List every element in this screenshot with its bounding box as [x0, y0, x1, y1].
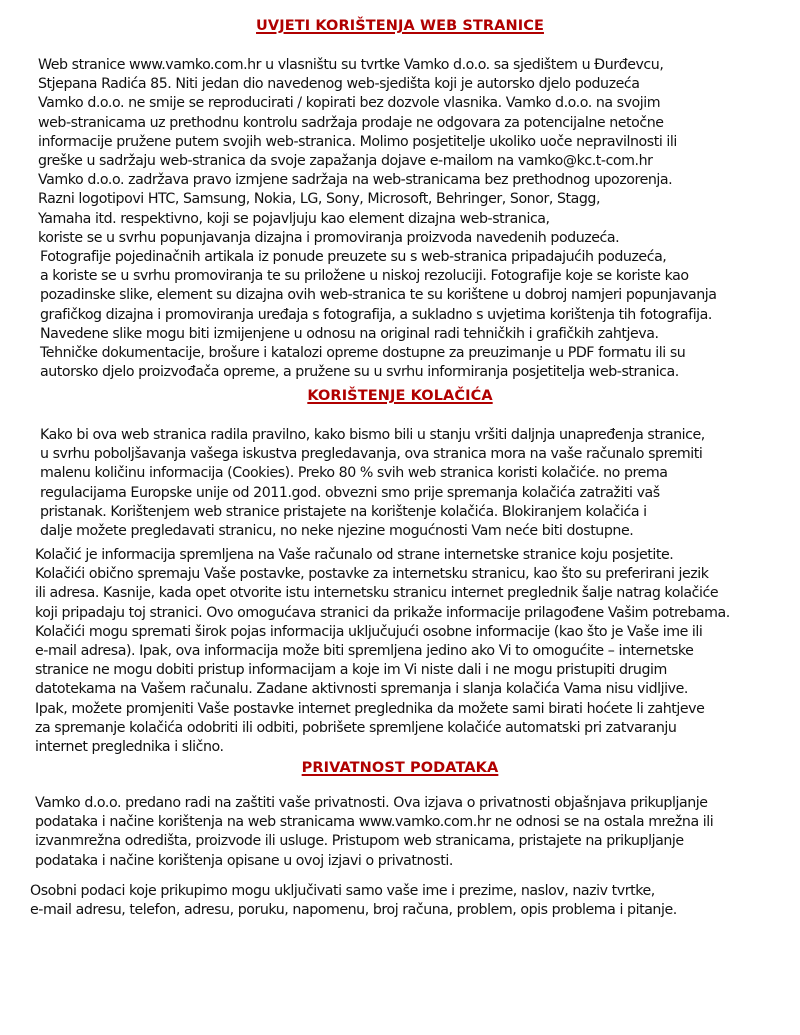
text-line: koriste se u svrhu popunjavanja dizajna i promoviranja proizvoda navedenih poduzeća. — [38, 229, 620, 246]
terms-paragraph-1 — [38, 56, 677, 248]
text-line: a koriste se u svrhu promoviranja te su priložene u niskoj rezoluciji. Fotografije koje se koriste kao — [40, 268, 689, 285]
text-line: regulacijama Europske unije od 2011.god. obvezni smo prije spremanja kolačića zatražiti vaš — [40, 484, 660, 501]
text-line: informacije pružene putem svojih web-stranica. Molimo posjetitelje ukoliko uoče nepravilnosti ili — [38, 133, 677, 150]
text-line: Navedene slike mogu biti izmijenjene u odnosu na original radi tehničkih i grafičkih zahtjeva. — [40, 325, 659, 342]
text-line: izvanmrežna odredišta, proizvode ili usluge. Pristupom web stranicama, pristajete na prikupljanje — [35, 833, 684, 850]
text-line: Fotografije pojedinačnih artikala iz ponude preuzete su s web-stranica pripadajućih poduzeća, — [40, 249, 667, 265]
text-line: Vamko d.o.o. zadržava pravo izmjene sadržaja na web-stranicama bez prethodnog upozorenja. — [38, 172, 673, 189]
text-line: Stjepana Radića 85. Niti jedan dio navedenog web-sjedišta koji je autorsko djelo poduzeća — [38, 76, 640, 93]
text-line: web-stranicama uz prethodnu kontrolu sadržaja prodaje ne odgovara za potencijalne netočne — [38, 114, 664, 131]
text-line: internet preglednika i slično. — [35, 739, 224, 756]
text-line: pristanak. Korištenjem web stranice pristajete na korištenje kolačića. Blokiranjem kolačića i — [40, 503, 647, 520]
text-line: Osobni podaci koje prikupimo mogu uključivati samo vaše ime i prezime, naslov, naziv tvrtke, — [30, 883, 655, 899]
text-line: Kolačić je informacija spremljena na Vaše računalo od strane internetske stranice koju posjetite. — [35, 547, 674, 563]
text-line: podataka i načine korištenja na web stranicama www.vamko.com.hr ne odnosi se na ostala mrežna ili — [35, 814, 714, 831]
text-line: stranice ne mogu dobiti pristup informacijam a koje im Vi niste dali i ne mogu pristupiti drugim — [35, 662, 667, 679]
text-line: dalje možete pregledavati stranicu, no neke njezine mogućnosti Vam neće biti dostupne. — [40, 523, 634, 540]
text-line: Ipak, možete promjeniti Vaše postavke internet preglednika da možete sami birati hoćete li zahtjeve — [35, 700, 705, 717]
text-line: Tehničke dokumentacije, brošure i katalozi opreme dostupne za preuzimanje u PDF formatu ili su — [40, 345, 686, 362]
cookies-paragraph-1 — [40, 426, 705, 541]
text-line: ili adresa. Kasnije, kada opet otvorite istu internetsku stranicu internet preglednik šalje natrag kolačiće — [35, 585, 719, 602]
text-line: Kolačići obično spremaju Vaše postavke, postavke za internetsku stranicu, kao što su preferirani jezik — [35, 566, 709, 583]
text-line: grafičkog dizajna i promoviranja uređaja s fotografija, a sukladno s uvjetima korištenja tih fotografija. — [40, 306, 712, 323]
terms-paragraph-2 — [40, 248, 716, 382]
privacy-paragraph-2 — [30, 882, 677, 920]
text-line: pozadinske slike, element su dizajna ovih web-stranica te su korištene u dobroj namjeri popunjavanja — [40, 287, 717, 304]
text-line: Web stranice www.vamko.com.hr u vlasništu su tvrtke Vamko d.o.o. sa sjedištem u Đurđevcu, — [38, 57, 664, 73]
privacy-paragraph-1 — [35, 794, 713, 871]
text-line: podataka i načine korištenja opisane u ovoj izjavi o privatnosti. — [35, 852, 453, 869]
text-line: Razni logotipovi HTC, Samsung, Nokia, LG, Sony, Microsoft, Behringer, Sonor, Stagg, — [38, 191, 601, 208]
text-line: Kolačići mogu spremati širok pojas informacija uključujući osobne informacije (kao što je Vaše ime ili — [35, 623, 703, 640]
text-line: koji pripadaju toj stranici. Ovo omogućava stranici da prikaže informacije prilagođene Vašim potrebama. — [35, 604, 730, 621]
privacy-heading: PRIVATNOST PODATAKA — [301, 760, 499, 776]
text-line: datotekama na Vašem računalu. Zadane aktivnosti spremanja i slanja kolačića Vama nisu vidljive. — [35, 681, 688, 698]
text-line: malenu količinu informacija (Cookies). Preko 80 % svih web stranica koristi kolačiće. no prema — [40, 465, 668, 482]
text-line: Vamko d.o.o. ne smije se reproducirati / kopirati bez dozvole vlasnika. Vamko d.o.o. na svojim — [38, 95, 661, 112]
text-line: Vamko d.o.o. predano radi na zaštiti vaše privatnosti. Ova izjava o privatnosti objašnjava prikupljanje — [35, 795, 708, 811]
text-line: e-mail adresa). Ipak, ova informacija može biti spremljena jedino ako Vi to omogućite – internetske — [35, 643, 694, 660]
text-line: greške u sadržaju web-stranica da svoje zapažanja dojave e-mailom na vamko@kc.t-com.hr — [38, 153, 653, 170]
text-line: e-mail adresu, telefon, adresu, poruku, napomenu, broj računa, problem, opis problema i pitanje. — [30, 902, 677, 919]
text-line: u svrhu poboljšavanja vašega iskustva pregledavanja, ova stranica mora na vaše računalo spremiti — [40, 446, 703, 463]
text-line: autorsko djelo proizvođača opreme, a pružene su u svrhu informiranja posjetitelja web-stranica. — [40, 364, 679, 381]
text-line: Yamaha itd. respektivno, koji se pojavljuju kao element dizajna web-stranica, — [38, 210, 550, 227]
terms-heading: UVJETI KORIŠTENJA WEB STRANICE — [256, 18, 544, 34]
text-line: za spremanje kolačića odobriti ili odbiti, pobrišete spremljene kolačiće automatski pri zatvaranju — [35, 719, 677, 736]
cookies-heading: KORIŠTENJE KOLAČIĆA — [307, 388, 493, 404]
text-line: Kako bi ova web stranica radila pravilno, kako bismo bili u stanju vršiti daljnja unapređenja stranice, — [40, 427, 705, 443]
cookies-paragraph-2 — [35, 546, 730, 757]
